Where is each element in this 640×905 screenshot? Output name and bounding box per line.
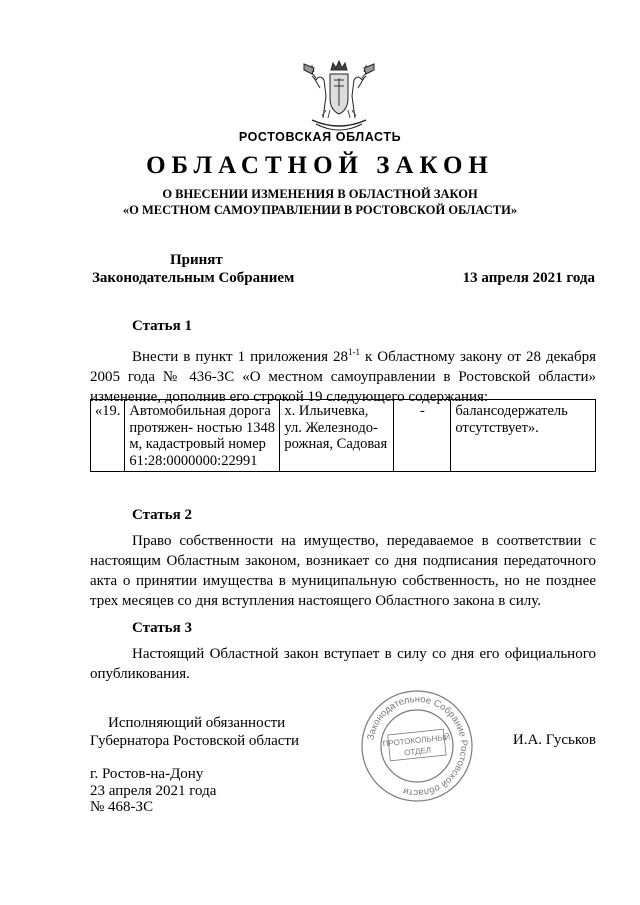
article-1-text-after: к Областному закону от 28 декабря 2005 года № 436-ЗС «О местном самоуправлении в Ростовской области» изменение, дополнив его строкой 19 следующего содержания: — [90, 349, 596, 405]
article-1-text-before: Внести в пункт 1 приложения 28 — [132, 349, 349, 365]
article-3-paragraph: Настоящий Областной закон вступает в силу со дня его официального опубликования. — [90, 646, 596, 682]
adoption-date: 13 апреля 2021 года — [462, 270, 595, 286]
document-title: ОБЛАСТНОЙ ЗАКОН — [146, 152, 494, 179]
table-cell-holder: балансодержатель отсутствует». — [451, 400, 596, 472]
article-2-text — [90, 531, 596, 611]
signatory-position-line-2: Губернатора Ростовской области — [90, 733, 300, 749]
signing-date: 23 апреля 2021 года — [90, 782, 217, 799]
adopted-by: Законодательным Собранием — [92, 270, 295, 286]
table-cell-dash: - — [394, 400, 451, 472]
signatory-position — [90, 714, 299, 750]
signatory-position-line-1: Исполняющий обязанности — [108, 715, 286, 731]
table-row — [91, 400, 596, 472]
table-cell-object: Автомобильная дорога протяжен- ностью 1348 м, кадастровый номер 61:28:0000000:22991 — [125, 400, 280, 472]
table-cell-number: «19. — [91, 400, 125, 472]
document-subtitle — [0, 186, 640, 218]
article-3-heading: Статья 3 — [132, 620, 192, 636]
article-3-text — [90, 644, 596, 684]
signatory-name: И.А. Гуськов — [512, 732, 596, 748]
table-cell-location: х. Ильичевка, ул. Железнодо- рожная, Садовая — [280, 400, 394, 472]
coat-of-arms-icon — [298, 58, 380, 138]
adopted-label: Принят — [170, 252, 223, 268]
article-2-paragraph: Право собственности на имущество, передаваемое в соответствии с настоящим Областным законом, возникает со дня подписания передаточного акта о принятии имущества в муниципальную собственность, но не позднее трех месяцев со дня вступления настоящего Областного закона в силу. — [90, 533, 596, 609]
subtitle-line-1: О ВНЕСЕНИИ ИЗМЕНЕНИЯ В ОБЛАСТНОЙ ЗАКОН — [162, 187, 478, 201]
amendment-table — [90, 399, 596, 472]
stamp-inner-line-2: ОТДЕЛ — [403, 745, 432, 758]
place-date-block — [90, 766, 216, 816]
article-2-heading: Статья 2 — [132, 507, 192, 523]
article-1-text — [90, 342, 596, 407]
region-name: РОСТОВСКАЯ ОБЛАСТЬ — [238, 130, 402, 144]
law-number: № 468-ЗС — [90, 799, 154, 815]
stamp-ring-text: Законодательное Собрание Ростовской области — [365, 693, 470, 799]
stamp-inner-line-1: ПРОТОКОЛЬНЫЙ — [382, 732, 451, 749]
article-1-superscript: 1-1 — [348, 347, 361, 357]
place-city: г. Ростов-на-Дону — [90, 766, 204, 782]
official-stamp — [359, 688, 475, 804]
subtitle-line-2: «О МЕСТНОМ САМОУПРАВЛЕНИИ В РОСТОВСКОЙ ОБЛАСТИ» — [122, 203, 518, 217]
article-1-heading: Статья 1 — [132, 318, 192, 334]
